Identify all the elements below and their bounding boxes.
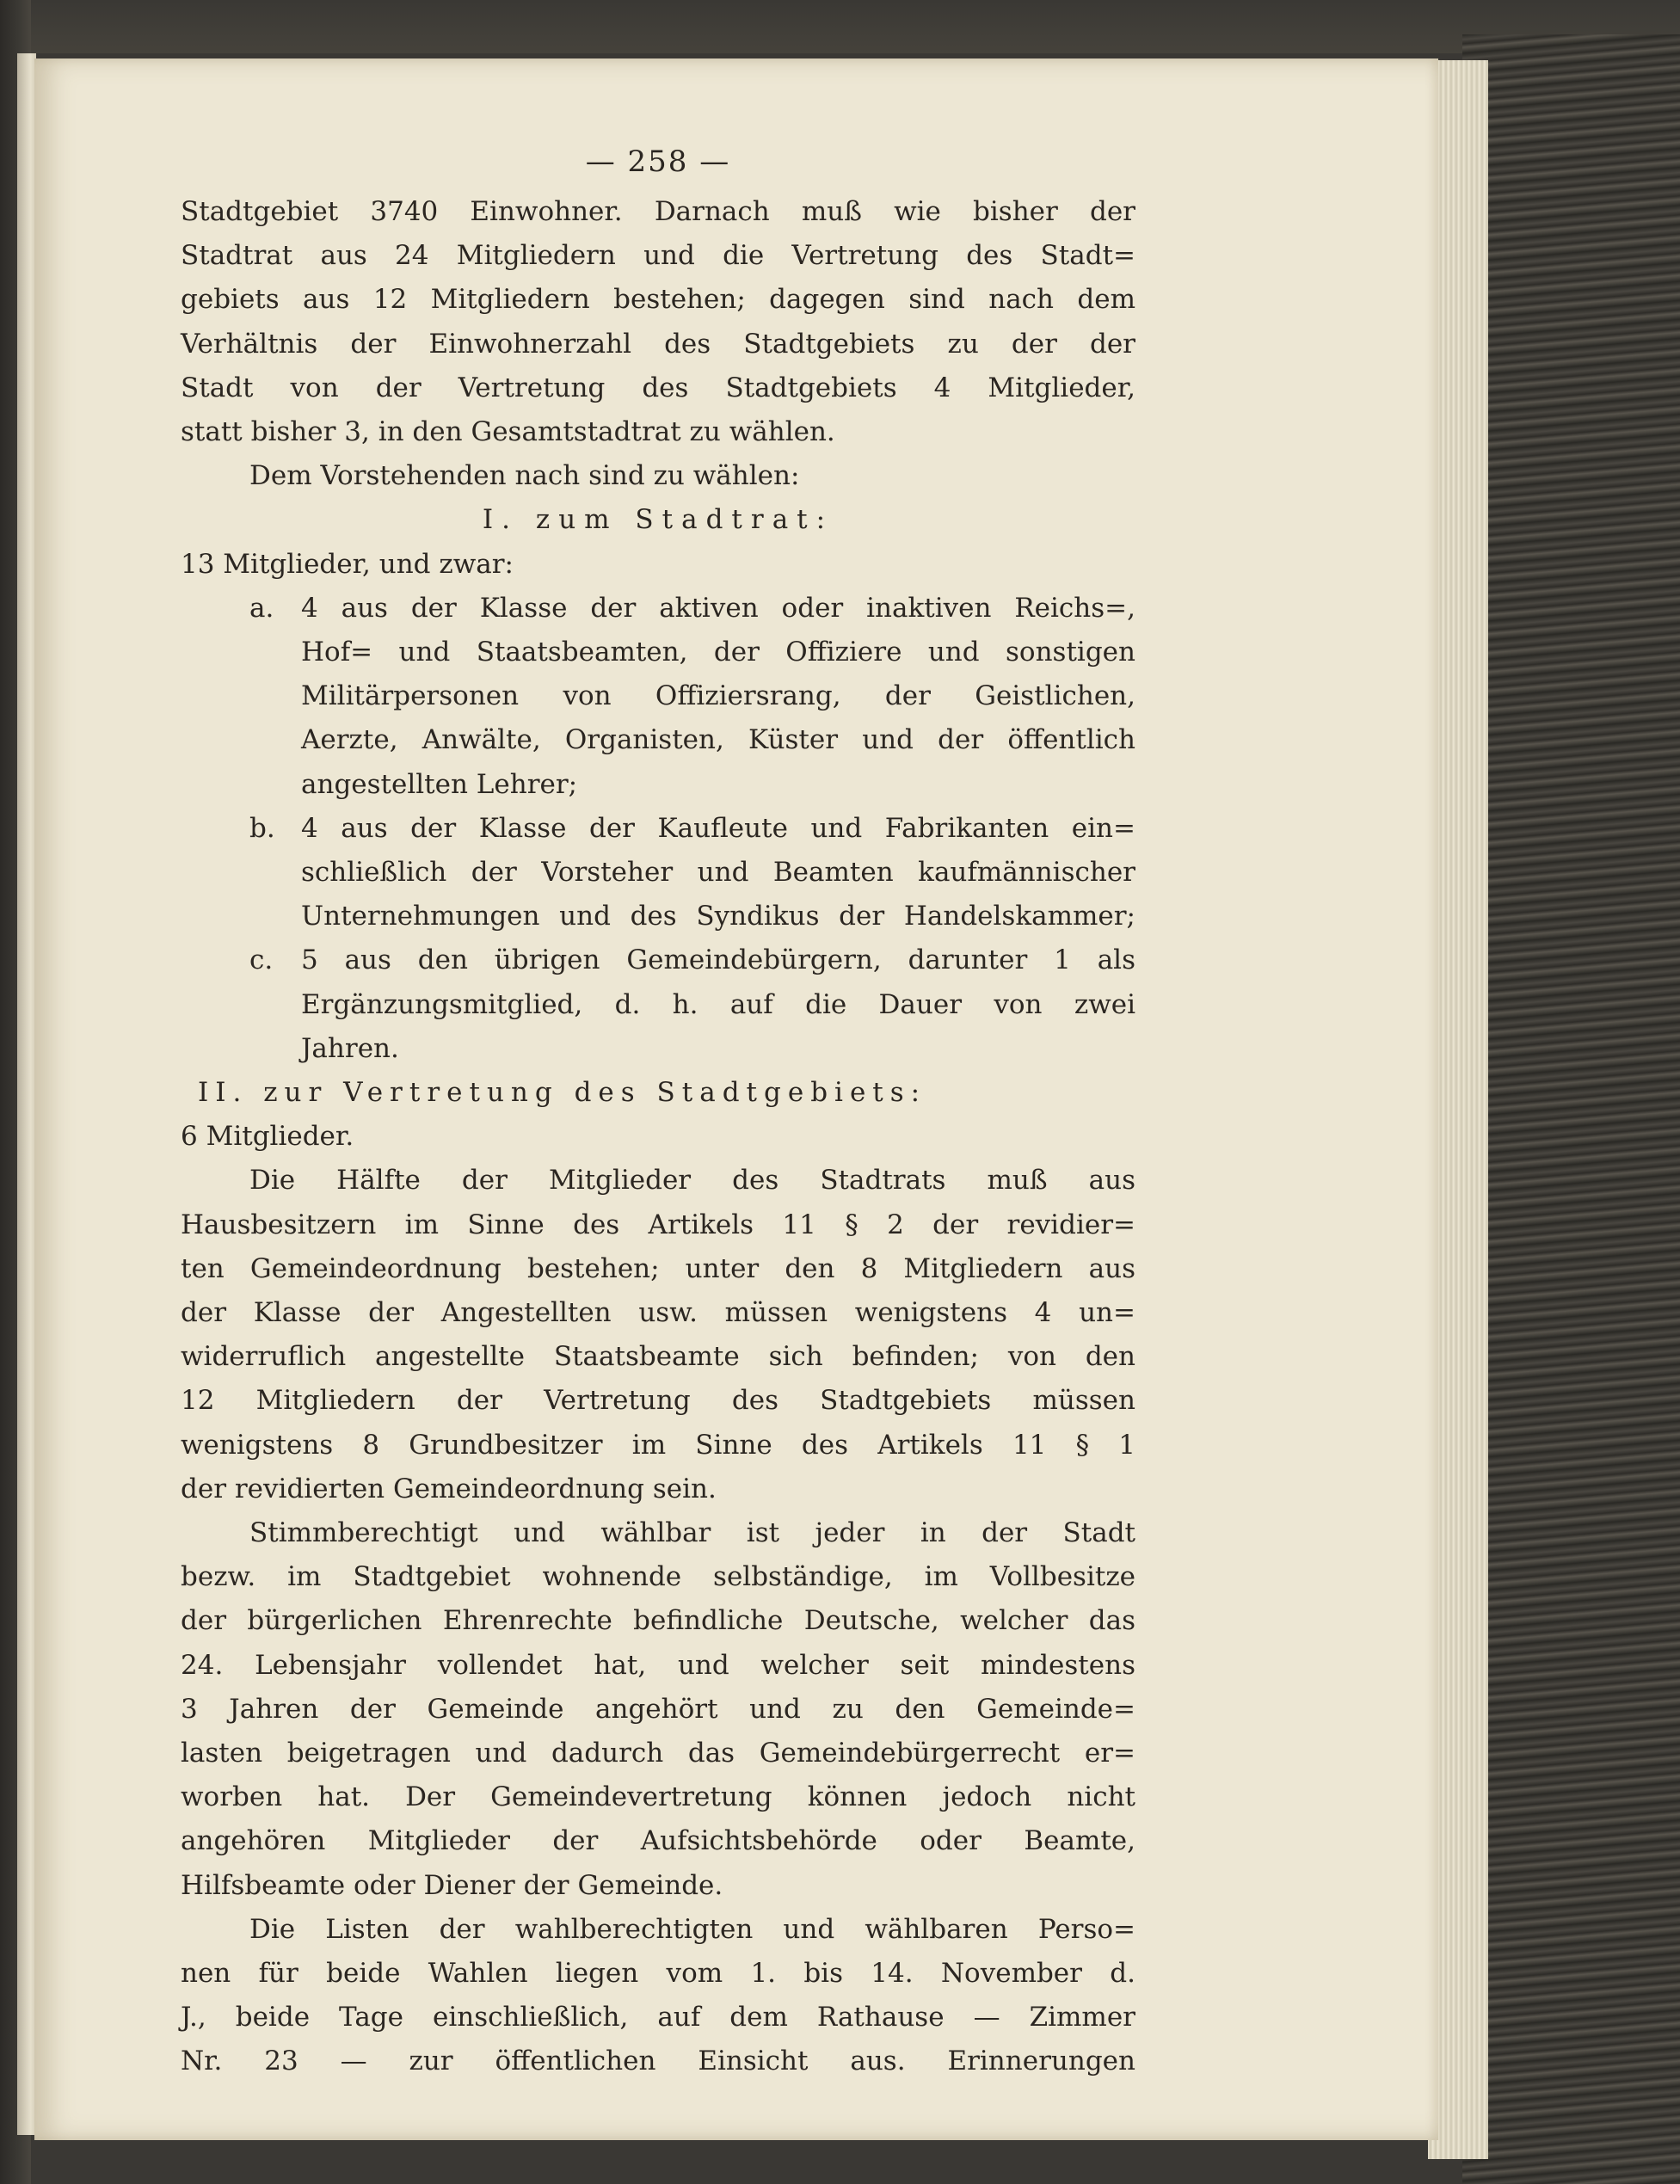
text-line: angestellten Lehrer; <box>301 768 578 800</box>
text-line: schließlich der Vorsteher und Beamten kaufmännischer <box>301 857 1135 888</box>
text-line: gebiets aus 12 Mitgliedern bestehen; dagegen sind nach dem <box>181 284 1135 316</box>
text-line: Hausbesitzern im Sinne des Artikels 11 § 2 der revidier= <box>181 1209 1135 1240</box>
text-line: der Klasse der Angestellten usw. müssen wenigstens 4 un= <box>181 1297 1135 1328</box>
text-line: statt bisher 3, in den Gesamtstadtrat zu wählen. <box>181 416 835 447</box>
book-cover-right <box>1462 34 1680 2184</box>
text-line: 3 Jahren der Gemeinde angehört und zu den Gemeinde= <box>181 1693 1135 1725</box>
text-line: Verhältnis der Einwohnerzahl des Stadtgebiets zu der der <box>181 328 1135 360</box>
text-line: Aerzte, Anwälte, Organisten, Küster und der öffentlich <box>301 724 1135 756</box>
text-line: Unternehmungen und des Syndikus der Handelskammer; <box>301 901 1135 932</box>
text-line: Stimmberechtigt und wählbar ist jeder in der Stadt <box>249 1517 1135 1548</box>
text-line: Nr. 23 — zur öffentlichen Einsicht aus. Erinnerungen <box>181 2046 1135 2077</box>
text-line: der bürgerlichen Ehrenrechte befindliche Deutsche, welcher das <box>181 1605 1135 1637</box>
list-item-marker: b. <box>249 812 275 844</box>
text-line: worben hat. Der Gemeindevertretung können jedoch nicht <box>181 1781 1135 1813</box>
text-line: J., beide Tage einschließlich, auf dem Rathause — Zimmer <box>181 2002 1135 2033</box>
text-line: angehören Mitglieder der Aufsichtsbehörde oder Beamte, <box>181 1825 1135 1857</box>
text-line: Jahren. <box>301 1032 399 1064</box>
left-page-edge <box>17 53 36 2135</box>
text-line: Dem Vorstehenden nach sind zu wählen: <box>249 460 800 492</box>
text-line: nen für beide Wahlen liegen vom 1. bis 14. November d. <box>181 1958 1135 1989</box>
book-page <box>34 58 1438 2140</box>
text-line: 6 Mitglieder. <box>181 1121 354 1153</box>
text-line: I. zum Stadtrat: <box>482 504 834 536</box>
text-line: 12 Mitgliedern der Vertretung des Stadtgebiets müssen <box>181 1385 1135 1417</box>
text-line: widerruflich angestellte Staatsbeamte sich befinden; von den <box>181 1341 1135 1373</box>
list-item-marker: a. <box>249 592 274 624</box>
text-line: II. zur Vertretung des Stadtgebiets: <box>198 1077 927 1108</box>
text-line: Stadtrat aus 24 Mitgliedern und die Vertretung des Stadt= <box>181 240 1135 272</box>
text-line: Die Hälfte der Mitglieder des Stadtrats muß aus <box>249 1165 1135 1197</box>
text-line: Hilfsbeamte oder Diener der Gemeinde. <box>181 1869 723 1901</box>
text-line: Militärpersonen von Offiziersrang, der Geistlichen, <box>301 680 1135 712</box>
text-line: 4 aus der Klasse der aktiven oder inaktiven Reichs=, <box>301 592 1135 624</box>
text-line: bezw. im Stadtgebiet wohnende selbständige, im Vollbesitze <box>181 1561 1135 1593</box>
text-line: 5 aus den übrigen Gemeindebürgern, darunter 1 als <box>301 944 1135 976</box>
text-line: Stadtgebiet 3740 Einwohner. Darnach muß wie bisher der <box>181 196 1135 227</box>
text-line: 24. Lebensjahr vollendet hat, und welcher seit mindestens <box>181 1649 1135 1681</box>
list-item-marker: c. <box>249 944 274 976</box>
text-line: Ergänzungsmitglied, d. h. auf die Dauer von zwei <box>301 988 1135 1020</box>
text-line: lasten beigetragen und dadurch das Gemeindebürgerrecht er= <box>181 1738 1135 1769</box>
text-line: ten Gemeindeordnung bestehen; unter den 8 Mitgliedern aus <box>181 1252 1135 1284</box>
page-number: — 258 — <box>585 145 731 179</box>
text-line: 4 aus der Klasse der Kaufleute und Fabrikanten ein= <box>301 812 1135 844</box>
text-line: 13 Mitglieder, und zwar: <box>181 548 514 580</box>
text-line: Die Listen der wahlberechtigten und wählbaren Perso= <box>249 1913 1135 1945</box>
text-line: Hof= und Staatsbeamten, der Offiziere und sonstigen <box>301 637 1135 668</box>
text-line: der revidierten Gemeindeordnung sein. <box>181 1473 717 1504</box>
text-line: Stadt von der Vertretung des Stadtgebiets 4 Mitglieder, <box>181 372 1135 403</box>
text-line: wenigstens 8 Grundbesitzer im Sinne des Artikels 11 § 1 <box>181 1429 1135 1461</box>
binding-top <box>0 0 1680 53</box>
